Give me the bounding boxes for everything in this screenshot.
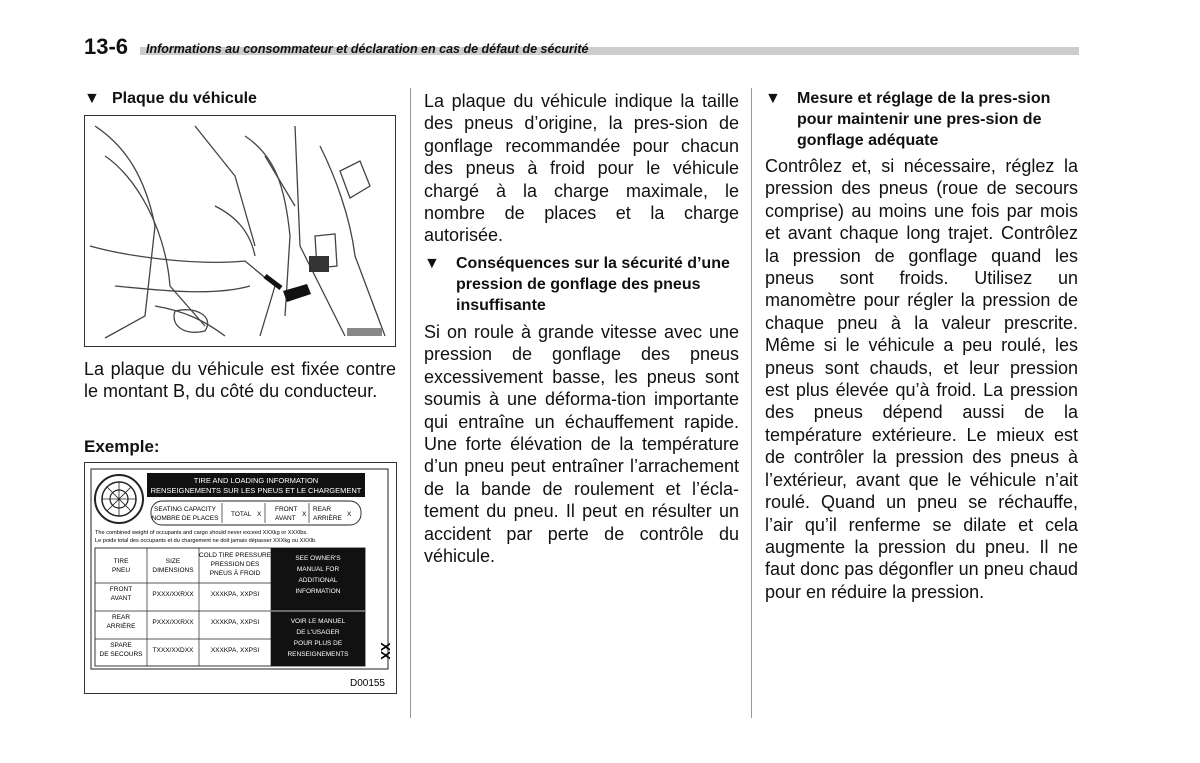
row-tire: SPARE DE SECOURS: [99, 642, 143, 658]
rear-label-fr: ARRIÈRE: [313, 515, 342, 522]
vehicle-plate-illustration: [84, 115, 396, 347]
label-title-fr: RENSEIGNEMENTS SUR LES PNEUS ET LE CHARGEMENT: [150, 486, 362, 495]
plaque-paragraph: La plaque du véhicule est fixée contre le montant B, du côté du conducteur.: [84, 359, 396, 402]
combined-weight-fr: Le poids total des occupants et du chargement ne doit jamais dépasser XXXkg ou XXXlb.: [95, 538, 317, 544]
row-pressure: XXXKPA, XXPSI: [210, 647, 260, 654]
row-pressure: XXXKPA, XXPSI: [210, 619, 260, 626]
label-side-code: XX: [378, 642, 393, 660]
triangle-down-icon: ▼: [84, 90, 100, 107]
header-pressure: COLD TIRE PRESSURE PRESSION DES PNEUS À FROID: [198, 552, 272, 577]
row-size: PXXX/XXRXX: [152, 591, 194, 598]
rear-label: REAR: [313, 506, 332, 513]
section-heading-consequences: ▼ Conséquences sur la sécurité d’une pression de gonflage des pneus insuffisante: [424, 255, 730, 314]
plate-info-paragraph: La plaque du véhicule indique la taille des pneus d’origine, la pres-sion de gonflage recommandée pour chacun des pneus à froid pour le véhicule chargé à la charge maximale, le nombre de places et la charge autorisée.: [424, 91, 739, 246]
row-tire: FRONT AVANT: [109, 586, 133, 602]
label-code: D00155: [349, 678, 385, 689]
header-size: SIZE DIMENSIONS: [152, 558, 194, 574]
voir-manuel-note: VOIR LE MANUEL DE L'USAGER POUR PLUS DE RENSEIGNEMENTS: [287, 618, 349, 658]
row-size: PXXX/XXRXX: [152, 619, 194, 626]
example-label: Exemple:: [84, 437, 160, 456]
combined-weight-en: The combined weight of occupants and cargo should never exceed XXXkg or XXXlbs.: [95, 530, 308, 536]
seating-capacity-fr: NOMBRE DE PLACES: [151, 515, 219, 522]
column-divider: [751, 88, 752, 718]
tire-loading-label: [85, 463, 396, 693]
mesure-paragraph: Contrôlez et, si nécessaire, réglez la pression des pneus (roue de secours comprise) au moins une fois par mois et avant chaque long trajet. Contrôlez la pression de gonflage quand les pneus sont froids. Utilisez un manomètre pour régler la pression de chaque pneu à la valeur prescrite. Même si le véhicule a peu roulé, les pneus sont chauds, et leur pression est plus élevée qu’à froid. La pression des pneus dépend aussi de la température extérieure. Le mieux est de contrôler la pression des pneus à l’extérieur, avant que le véhicule n’ait roulé. Quand un pneu se réchauffe, l’air qu’il renferme se dilate et cela augmente la pression du pneu. Il ne faut donc pas dégonfler un pneu chaud pour en réduire la pression.: [765, 156, 1078, 602]
rear-value: X: [347, 511, 352, 518]
front-label: FRONT: [275, 506, 298, 513]
triangle-down-icon: ▼: [424, 255, 440, 272]
section-heading-plaque: ▼ Plaque du véhicule: [84, 90, 257, 107]
header-tire: TIRE PNEU: [111, 558, 131, 574]
front-value: X: [302, 511, 307, 518]
seating-capacity-en: SEATING CAPACITY: [154, 506, 216, 513]
car-interior-drawing: [85, 116, 395, 346]
triangle-down-icon: ▼: [765, 90, 781, 107]
label-title-en: TIRE AND LOADING INFORMATION: [193, 476, 319, 485]
column-divider: [410, 88, 411, 718]
page-header-title: Informations au consommateur et déclaration en cas de défaut de sécurité: [146, 42, 589, 56]
front-label-fr: AVANT: [275, 515, 296, 522]
see-owner-manual-note: SEE OWNER'S MANUAL FOR ADDITIONAL INFORMATION: [295, 555, 341, 595]
tire-icon: [95, 475, 143, 523]
page-number: 13-6: [84, 34, 129, 59]
section-heading-mesure: ▼ Mesure et réglage de la pres-sion pour maintenir une pres-sion de gonflage adéquate: [765, 90, 1051, 149]
tire-label-example: [84, 462, 397, 694]
row-tire: REAR ARRIÈRE: [106, 614, 136, 630]
row-size: TXXX/XXDXX: [152, 647, 194, 654]
row-pressure: XXXKPA, XXPSI: [210, 591, 260, 598]
total-label: TOTAL: [231, 511, 252, 518]
consequences-paragraph: Si on roule à grande vitesse avec une pression de gonflage des pneus excessivement basse, les pneus sont soumis à une déforma-tion importante qui entraîne un échauffement rapide. Une forte élévation de la température d’un pneu peut entraîner l’arrachement de la bande de roulement et l’écla-tement du pneu. Il peut en résulter un accident par perte de contrôle du véhicule.: [424, 322, 739, 567]
total-value: X: [257, 511, 262, 518]
